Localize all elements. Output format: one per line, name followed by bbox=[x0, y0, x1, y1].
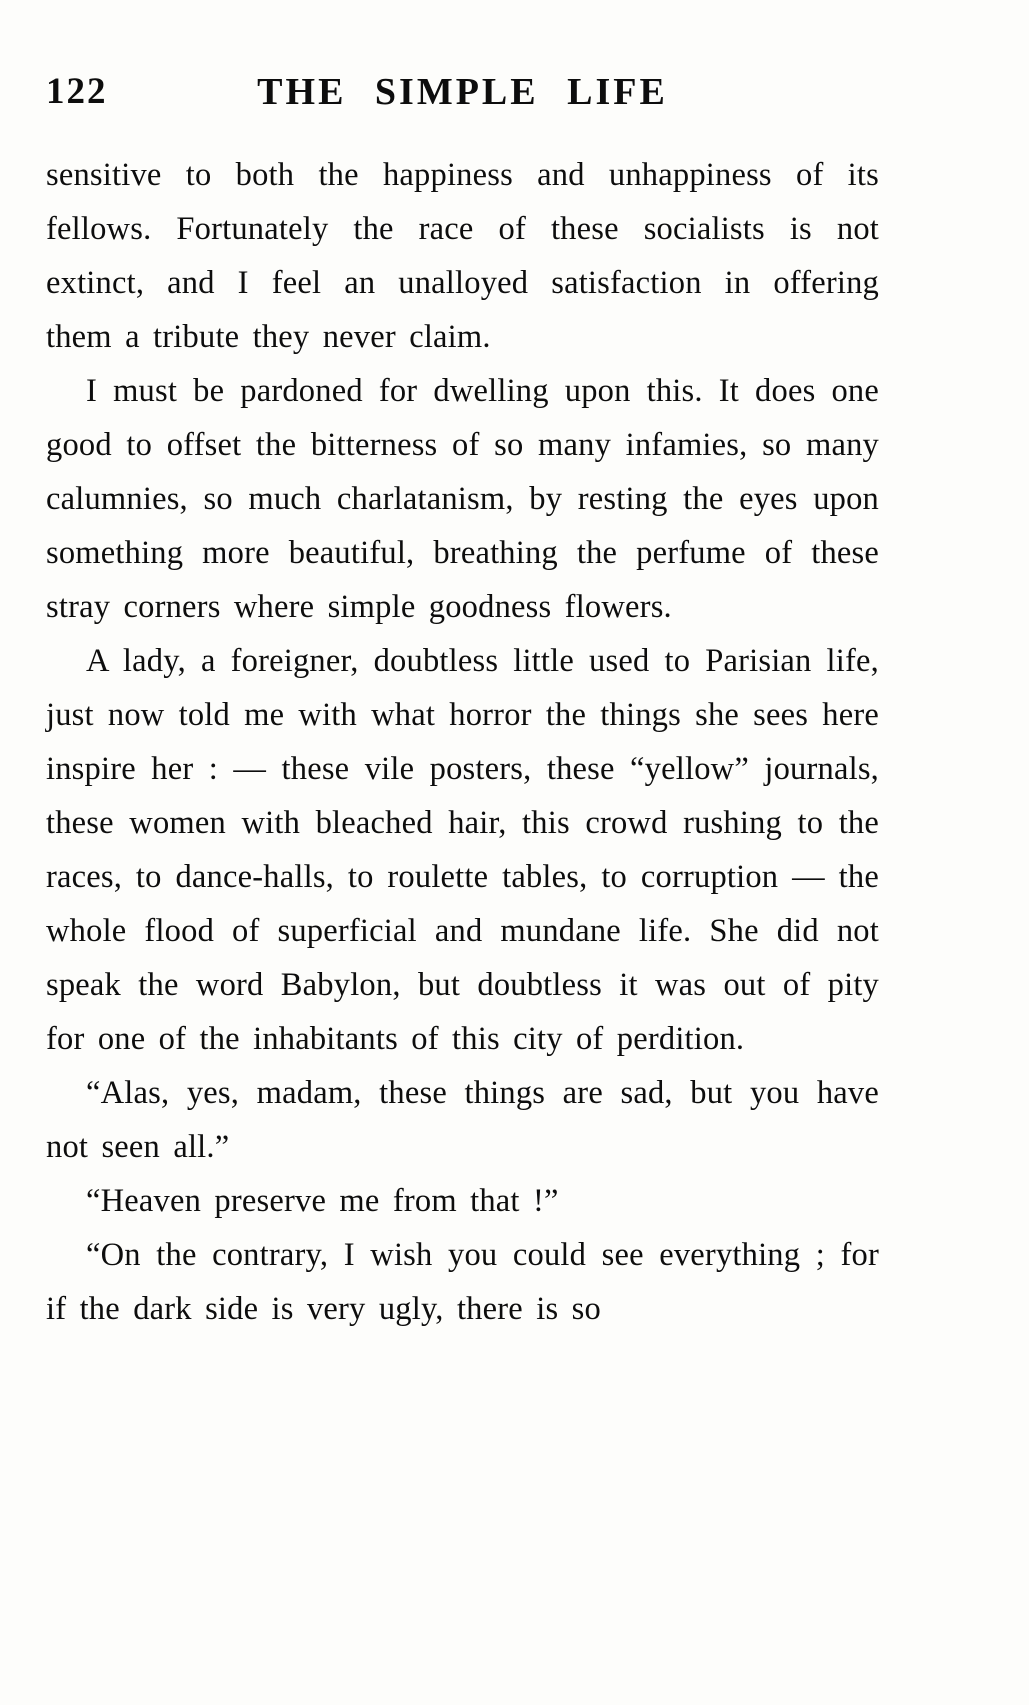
body-text bbox=[46, 148, 879, 1336]
running-head-title: THE SIMPLE LIFE bbox=[257, 71, 668, 113]
paragraph-continuation: sensitive to both the happiness and unhappiness of its fellows. Fortunately the race of these socialists is not extinct, and I feel an unalloyed satisfaction in offering them a tribute they never claim. bbox=[46, 157, 879, 355]
paragraph-dialogue: “On the contrary, I wish you could see everything ; for if the dark side is very ugly, there is so bbox=[46, 1237, 879, 1327]
page-number: 122 bbox=[46, 71, 108, 112]
paragraph: A lady, a foreigner, doubtless little used to Parisian life, just now told me with what horror the things she sees here inspire her : — these vile posters, these “yellow” journals, these women with bleached hair, this crowd rushing to the races, to dance-halls, to roulette tables, to corruption — the whole flood of superficial and mundane life. She did not speak the word Babylon, but doubtless it was out of pity for one of the inhabitants of this city of perdition. bbox=[46, 643, 879, 1057]
page-header bbox=[46, 70, 879, 122]
paragraph: I must be pardoned for dwelling upon this. It does one good to offset the bitterness of so many infamies, so many calumnies, so much charlatanism, by resting the eyes upon something more beautiful, breathing the perfume of these stray corners where simple goodness flowers. bbox=[46, 373, 879, 625]
paragraph-dialogue: “Heaven preserve me from that !” bbox=[86, 1183, 559, 1219]
paragraph-dialogue: “Alas, yes, madam, these things are sad, but you have not seen all.” bbox=[46, 1075, 879, 1165]
